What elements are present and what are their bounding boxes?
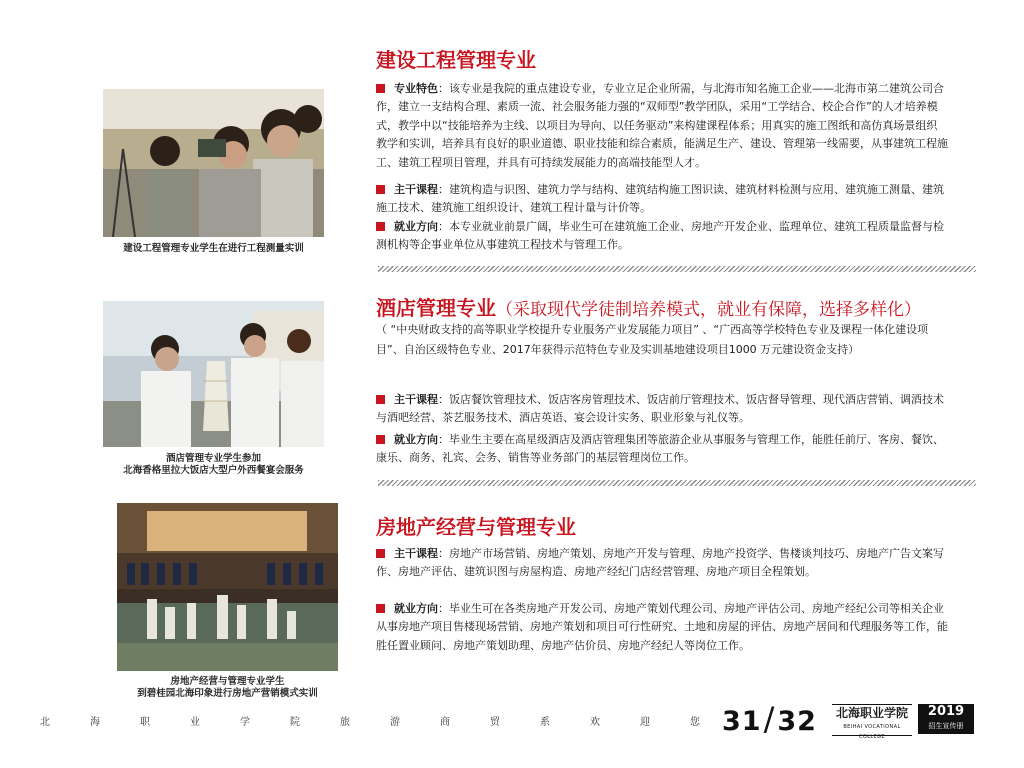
footer-char: 您 [690,717,700,728]
year-badge [918,704,974,734]
footer-char: 旅 [340,717,350,728]
college-logo [832,704,912,740]
paragraph-features [376,80,948,172]
bullet-square-icon [376,84,385,93]
caption-hotel [103,453,324,477]
footer-char: 海 [90,717,100,728]
caption-line: 房地产经营与管理专业学生 [170,676,285,687]
section-divider [378,266,976,272]
caption-line: 北海香格里拉大饭店大型户外西餐宴会服务 [123,465,304,476]
para-label: 主干课程 [394,393,438,406]
footer-char: 北 [40,717,50,728]
section-divider [378,480,976,486]
para-text: 毕业生主要在高星级酒店及酒店管理集团等旅游企业从事服务与管理工作，能胜任前厅、客房、餐饮、康乐、商务、礼宾、会务、销售等业务部门的基层管理岗位工作。 [376,433,944,465]
para-text: 本专业就业前景广阔，毕业生可在建筑施工企业、房地产开发企业、监理单位、建筑工程质量监督与检测机构等企事业单位从事建筑工程技术与管理工作。 [376,220,944,252]
paragraph-courses [376,545,948,582]
para-label: 主干课程 [394,183,438,196]
year-subtitle: 招生宣传册 [928,722,964,730]
photo-real-estate-model [117,503,338,671]
caption-surveying [103,243,324,255]
caption-line: 酒店管理专业学生参加 [165,453,261,464]
para-sep: ： [438,220,449,233]
footer-char: 贸 [490,717,500,728]
paragraph-employment [376,431,948,468]
para-label: 主干课程 [394,547,438,560]
footer-slogan [40,713,700,728]
para-label: 就业方向 [394,602,438,615]
bullet-square-icon [376,395,385,404]
paragraph-employment [376,600,948,655]
photo-surveying-practice [103,89,324,237]
year-text: 2019 [927,704,965,719]
bullet-square-icon [376,604,385,613]
section-title-hotel [376,292,921,321]
photo-hotel-banquet [103,301,324,447]
section-subtitle: （采取现代学徒制培养模式，就业有保障，选择多样化） [496,300,921,320]
logo-chinese-name: 北海职业学院 [835,706,908,720]
section-title-real-estate: 房地产经营与管理专业 [376,515,576,539]
section-title-construction: 建设工程管理专业 [376,48,536,72]
paragraph-courses [376,181,948,218]
page-number-left: 31 [722,706,762,737]
para-label: 就业方向 [394,220,438,233]
caption-line: 到碧桂园北海印象进行房地产营销模式实训 [137,688,318,699]
footer-char: 系 [540,717,550,728]
para-sep: ： [438,183,449,196]
bullet-square-icon [376,222,385,231]
page-number [722,700,817,738]
footer-char: 院 [290,717,300,728]
page-number-right: 32 [777,706,817,737]
para-sep: ： [438,82,449,95]
footer-char: 职 [140,717,150,728]
footer-char: 迎 [640,717,650,728]
section-title-text: 酒店管理专业 [376,296,496,320]
caption-line: 建设工程管理专业学生在进行工程测量实训 [123,243,304,254]
para-text: 建筑构造与识图、建筑力学与结构、建筑结构施工图识读、建筑材料检测与应用、建筑施工测量、建筑施工技术、建筑施工组织设计、建筑工程计量与计价等。 [376,183,944,215]
page-slash: / [763,700,776,738]
footer-char: 业 [190,717,200,728]
paragraph-employment [376,218,948,255]
bullet-square-icon [376,549,385,558]
para-label: 就业方向 [394,433,438,446]
para-text: 房地产市场营销、房地产策划、房地产开发与管理、房地产投资学、售楼谈判技巧、房地产广告文案写作、房地产评估、建筑识图与房屋构造、房地产经纪门店经营管理、房地产项目全程策划。 [376,547,944,579]
footer-char: 欢 [590,717,600,728]
bullet-square-icon [376,435,385,444]
logo-english-name: BEIHAI VOCATIONAL COLLEGE [843,724,901,740]
para-sep: ： [438,547,449,560]
caption-real-estate [117,676,338,700]
para-text: 饭店餐饮管理技术、饭店客房管理技术、饭店前厅管理技术、饭店督导管理、现代酒店营销、调酒技术与酒吧经营、茶艺服务技术、酒店英语、宴会设计实务、职业形象与礼仪等。 [376,393,944,425]
para-label: 专业特色 [394,82,438,95]
bullet-square-icon [376,185,385,194]
para-sep: ： [438,433,449,446]
para-sep: ： [438,393,449,406]
para-text: 该专业是我院的重点建设专业，专业立足企业所需，与北海市知名施工企业——北海市第二建筑公司合作，建立一支结构合理、素质一流、社会服务能力强的“双师型”教学团队，采用“工学结合、校企合作”的人才培养模式，教学中以“技能培养为主线、以项目为导向、以任务驱动”来构建课程体系；用真实的施工图纸和高仿真场景组织教学和实训，培养具有良好的职业道德、职业技能和综合素质，能满足生产、建设、管理第一线需要，从事建筑工程施工、建筑工程项目管理，并具有可持续发展能力的高端技能型人才。 [376,82,948,169]
footer-char: 学 [240,717,250,728]
paragraph-courses [376,391,948,428]
para-sep: ： [438,602,449,615]
footer-char: 商 [440,717,450,728]
footer-char: 游 [390,717,400,728]
hotel-project-note: （ “中央财政支持的高等职业学校提升专业服务产业发展能力项目” 、“广西高等学校特色专业及课程一体化建设项目”、自治区级特色专业、2017年获得示范特色专业及实训基地建设项目1000 万元建设资金支持） [376,323,929,356]
para-text: 毕业生可在各类房地产开发公司、房地产策划代理公司、房地产评估公司、房地产经纪公司等相关企业从事房地产项目售楼现场营销、房地产策划和项目可行性研究、土地和房屋的评估、房地产居间和代理服务等工作，能胜任置业顾问、房地产策划助理、房地产估价员、房地产经纪人等岗位工作。 [376,602,948,652]
